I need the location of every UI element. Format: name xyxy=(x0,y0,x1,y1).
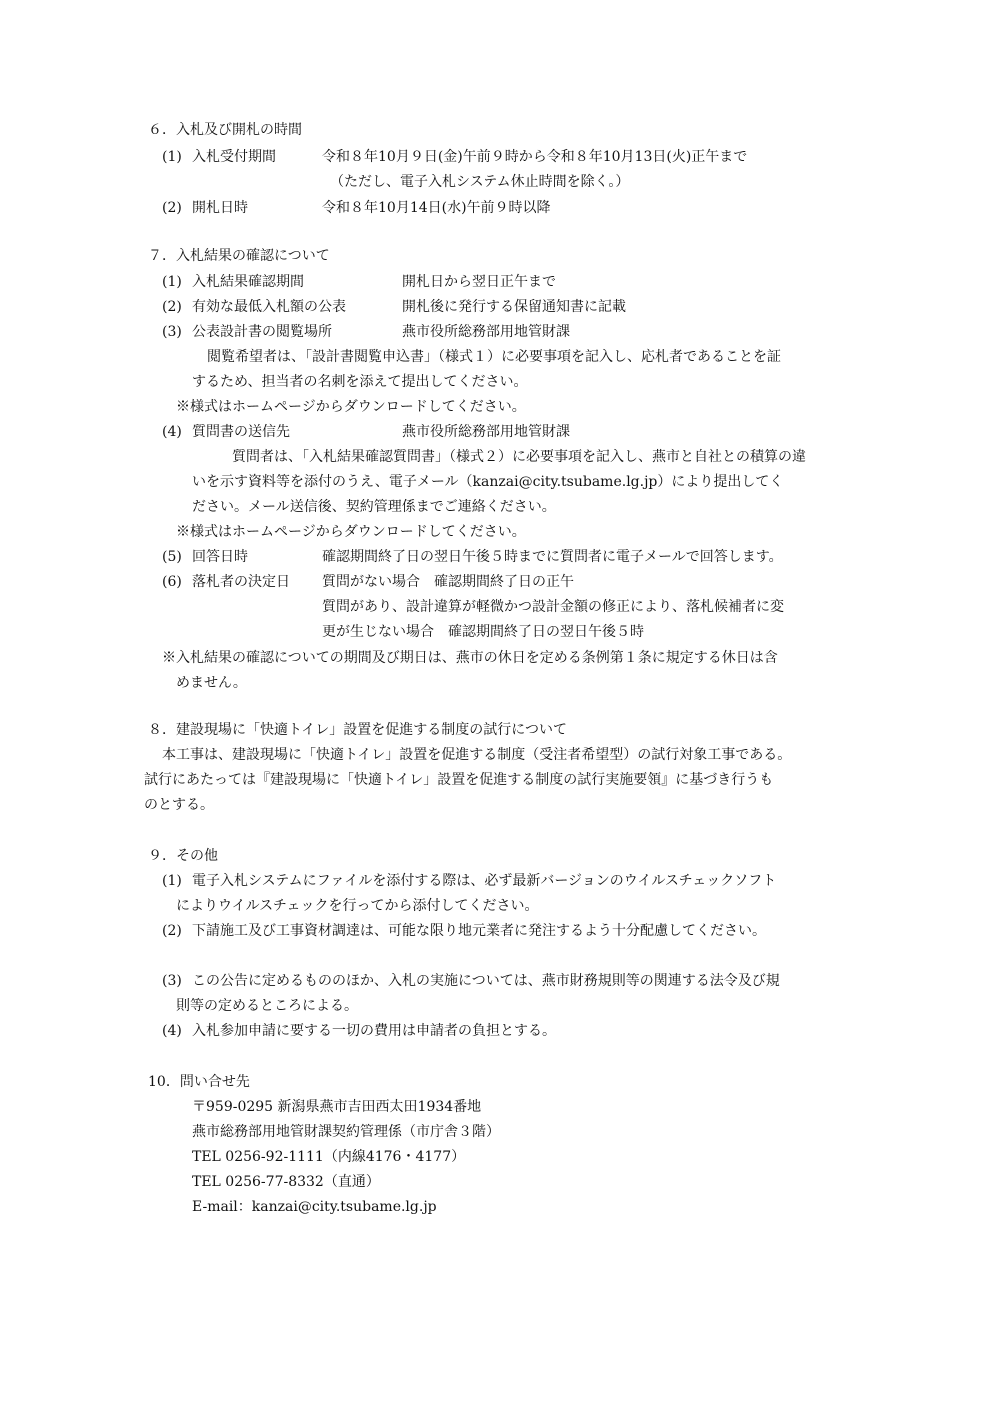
item-label: 質問書の送信先 xyxy=(192,424,290,440)
item-number: (3) xyxy=(162,324,182,340)
item-value: 更が生じない場合 確認期間終了日の翌日午後５時 xyxy=(322,624,644,640)
contact-address: 〒959-0295 新潟県燕市吉田西太田1934番地 xyxy=(192,1099,482,1115)
item-value: 確認期間終了日の翌日午後５時までに質問者に電子メールで回答します。 xyxy=(322,549,783,565)
note-line: ※入札結果の確認についての期間及び期日は、燕市の休日を定める条例第１条に規定する休日は含 xyxy=(162,650,778,666)
contact-phone: TEL 0256-92-1111（内線4176・4177） xyxy=(192,1149,466,1165)
paragraph-line: のとする。 xyxy=(144,797,214,813)
item-text: 下請施工及び工事資材調達は、可能な限り地元業者に発注するよう十分配慮してください。 xyxy=(192,923,766,939)
item-label: 有効な最低入札額の公表 xyxy=(192,299,346,315)
paragraph-line: 質問者は、「入札結果確認質問書」（様式２）に必要事項を記入し、燕市と自社との積算の違 xyxy=(232,449,806,465)
item-label: 入札結果確認期間 xyxy=(192,274,304,290)
paragraph-line: するため、担当者の名刺を添えて提出してください。 xyxy=(192,374,528,390)
item-label: 公表設計書の閲覧場所 xyxy=(192,324,332,340)
item-number: (2) xyxy=(162,923,182,939)
item-number: (2) xyxy=(162,200,182,216)
item-number: (5) xyxy=(162,549,182,565)
item-value: 燕市役所総務部用地管財課 xyxy=(402,424,570,440)
item-number: (1) xyxy=(162,149,182,165)
item-text: によりウイルスチェックを行ってから添付してください。 xyxy=(176,898,539,914)
item-number: (3) xyxy=(162,973,182,989)
item-value: 質問がない場合 確認期間終了日の正午 xyxy=(322,574,574,590)
item-label: 開札日時 xyxy=(192,200,248,216)
section-6-heading: ６．入札及び開札の時間 xyxy=(148,122,302,138)
paragraph-line: 本工事は、建設現場に「快適トイレ」設置を促進する制度（受注者希望型）の試行対象工事である。 xyxy=(162,747,792,763)
item-value: 開札後に発行する保留通知書に記載 xyxy=(402,299,626,315)
section-10-heading: 10．問い合せ先 xyxy=(148,1074,250,1090)
section-7-heading: ７．入札結果の確認について xyxy=(148,248,330,264)
contact-phone: TEL 0256-77-8332（直通） xyxy=(192,1174,380,1190)
item-number: (2) xyxy=(162,299,182,315)
section-8-heading: ８．建設現場に「快適トイレ」設置を促進する制度の試行について xyxy=(148,722,568,738)
item-number: (4) xyxy=(162,1023,182,1039)
item-text: 電子入札システムにファイルを添付する際は、必ず最新バージョンのウイルスチェックソフト xyxy=(192,873,777,889)
item-text: 入札参加申請に要する一切の費用は申請者の負担とする。 xyxy=(192,1023,556,1039)
paragraph-line: ださい。メール送信後、契約管理係までご連絡ください。 xyxy=(192,499,556,515)
item-value: 開札日から翌日正午まで xyxy=(402,274,556,290)
item-text: この公告に定めるもののほか、入札の実施については、燕市財務規則等の関連する法令及び規 xyxy=(192,973,780,989)
item-value: 燕市役所総務部用地管財課 xyxy=(402,324,570,340)
item-label: 落札者の決定日 xyxy=(192,574,290,590)
item-number: (1) xyxy=(162,873,182,889)
item-note: （ただし、電子入札システム休止時間を除く。） xyxy=(330,174,630,190)
item-number: (4) xyxy=(162,424,182,440)
paragraph-line: 試行にあたっては『建設現場に「快適トイレ」設置を促進する制度の試行実施要領』に基づき行うも xyxy=(144,772,774,788)
note-line: ※様式はホームページからダウンロードしてください。 xyxy=(176,524,526,540)
item-number: (6) xyxy=(162,574,182,590)
section-9-heading: ９．その他 xyxy=(148,848,218,864)
paragraph-line: いを示す資料等を添付のうえ、電子メール（kanzai@city.tsubame.lg.jp）により提出してく xyxy=(192,474,784,490)
item-label: 入札受付期間 xyxy=(192,149,276,165)
item-label: 回答日時 xyxy=(192,549,248,565)
contact-department: 燕市総務部用地管財課契約管理係（市庁舎３階） xyxy=(192,1124,500,1140)
contact-email: E-mail：kanzai@city.tsubame.lg.jp xyxy=(192,1199,437,1215)
note-line: めません。 xyxy=(176,675,247,691)
item-value: 令和８年10月14日(水)午前９時以降 xyxy=(322,200,551,216)
item-value: 令和８年10月９日(金)午前９時から令和８年10月13日(火)正午まで xyxy=(322,149,748,165)
note-line: ※様式はホームページからダウンロードしてください。 xyxy=(176,399,526,415)
item-text: 則等の定めるところによる。 xyxy=(176,998,358,1014)
item-number: (1) xyxy=(162,274,182,290)
item-value: 質問があり、設計違算が軽微かつ設計金額の修正により、落札候補者に変 xyxy=(322,599,784,615)
paragraph-line: 閲覧希望者は、「設計書閲覧申込書」（様式１）に必要事項を記入し、応札者であることを証 xyxy=(207,349,781,365)
